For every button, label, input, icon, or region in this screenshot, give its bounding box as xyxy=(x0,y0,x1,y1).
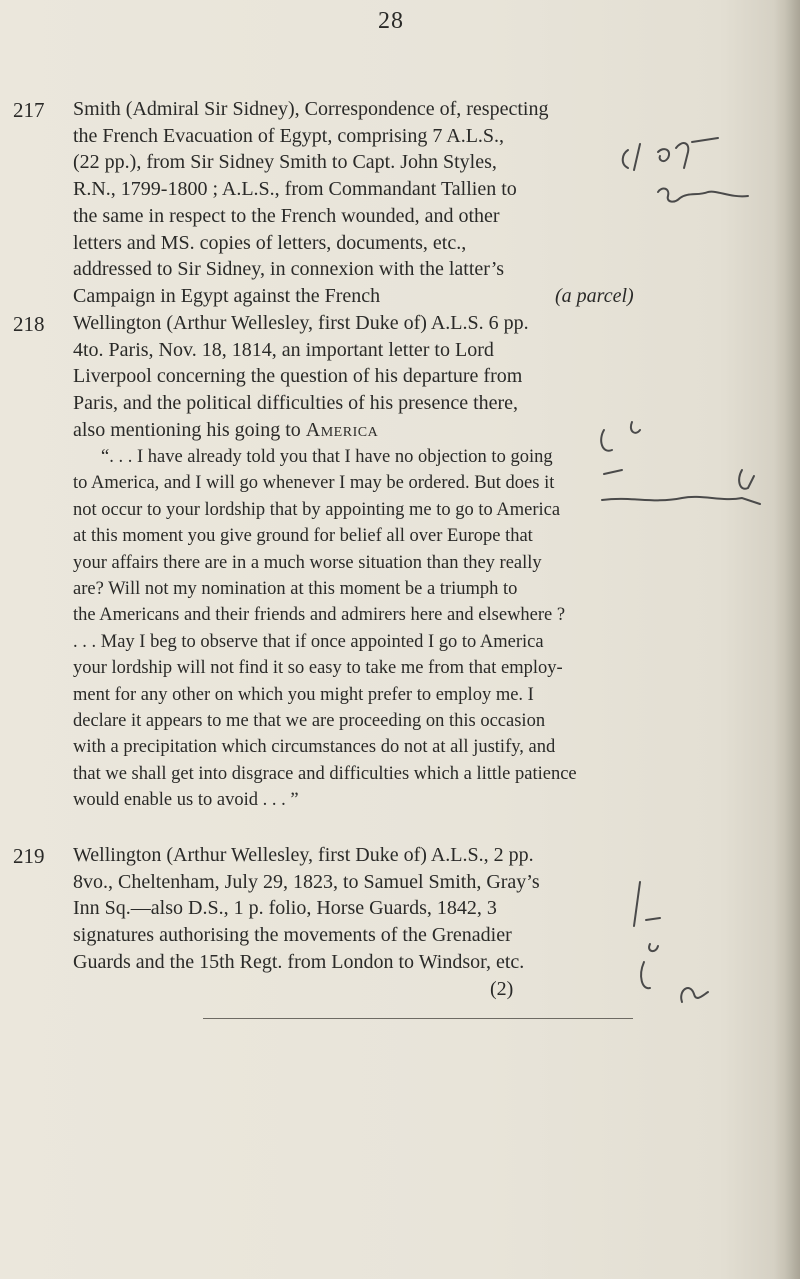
pencil-annotation-218 xyxy=(592,400,782,520)
entry-line: Guards and the 15th Regt. from London to Windsor, etc. xyxy=(73,950,525,973)
entry-line: R.N., 1799-1800 ; A.L.S., from Commandant Tallien to xyxy=(73,178,517,201)
entry-line: the French Evacuation of Egypt, comprising 7 A.L.S., xyxy=(73,124,505,147)
quote-line: your affairs there are in a much worse situation than they really xyxy=(73,552,542,573)
quote-line: to America, and I will go whenever I may be ordered. But does it xyxy=(73,473,555,494)
entry-line: Paris, and the political difficulties of his presence there, xyxy=(73,392,519,415)
entry-line: Wellington (Arthur Wellesley, first Duke of) A.L.S., 2 pp. xyxy=(73,844,534,866)
quote-line: your lordship will not find it so easy to take me from that employ- xyxy=(73,658,563,679)
entry-line: Liverpool concerning the question of his departure from xyxy=(73,365,523,388)
entry-line: 4to. Paris, Nov. 18, 1814, an important letter to Lord xyxy=(73,338,494,361)
entry-line xyxy=(73,283,763,310)
entry-line: the same in respect to the French wounded, and other xyxy=(73,204,500,227)
entry-line: signatures authorising the movements of the Grenadier xyxy=(73,924,512,947)
entry-line: 8vo., Cheltenham, July 29, 1823, to Samuel Smith, Gray’s xyxy=(73,870,540,893)
destination-name: America xyxy=(305,418,379,441)
entry-line-text: also mentioning his going to xyxy=(73,418,301,441)
quote-line: with a precipitation which circumstances do not at all justify, and xyxy=(73,737,556,758)
lot-quantity: (2) xyxy=(490,977,514,1000)
lot-number: 218 xyxy=(13,312,45,336)
quote-line: the Americans and their friends and admirers here and elsewhere ? xyxy=(73,605,566,626)
entry-line-text: Campaign in Egypt against the French xyxy=(73,284,381,307)
pencil-annotation-219 xyxy=(620,872,750,1022)
entry-line: Smith (Admiral Sir Sidney), Correspondence of, respecting xyxy=(73,98,549,120)
lot-number: 217 xyxy=(13,98,45,122)
lot-quantity: (a parcel) xyxy=(555,284,634,307)
quote-line: “. . . I have already told you that I have no objection to going xyxy=(101,447,553,467)
quote-line: would enable us to avoid . . . ” xyxy=(73,790,299,811)
entry-line: addressed to Sir Sidney, in connexion with the latter’s xyxy=(73,258,505,281)
quote-line: declare it appears to me that we are proceeding on this occasion xyxy=(73,711,546,732)
quote-line: are? Will not my nomination at this moment be a triumph to xyxy=(73,579,518,600)
lot-number: 219 xyxy=(13,844,45,868)
section-divider xyxy=(203,1018,633,1019)
entry-line: (22 pp.), from Sir Sidney Smith to Capt. John Styles, xyxy=(73,151,497,174)
quote-line: not occur to your lordship that by appointing me to go to America xyxy=(73,499,561,520)
entry-line: letters and MS. copies of letters, documents, etc., xyxy=(73,231,467,254)
quote-line: . . . May I beg to observe that if once appointed I go to America xyxy=(73,631,544,652)
pencil-annotation-217 xyxy=(598,112,778,222)
quote-line: at this moment you give ground for belief all over Europe that xyxy=(73,526,533,547)
quote-line: ment for any other on which you might prefer to employ me. I xyxy=(73,684,534,705)
entry-line: Wellington (Arthur Wellesley, first Duke of) A.L.S. 6 pp. xyxy=(73,312,529,334)
page-number: 28 xyxy=(378,8,404,34)
entry-line: Inn Sq.—also D.S., 1 p. folio, Horse Guards, 1842, 3 xyxy=(73,897,497,920)
quote-line: that we shall get into disgrace and difficulties which a little patience xyxy=(73,763,577,784)
